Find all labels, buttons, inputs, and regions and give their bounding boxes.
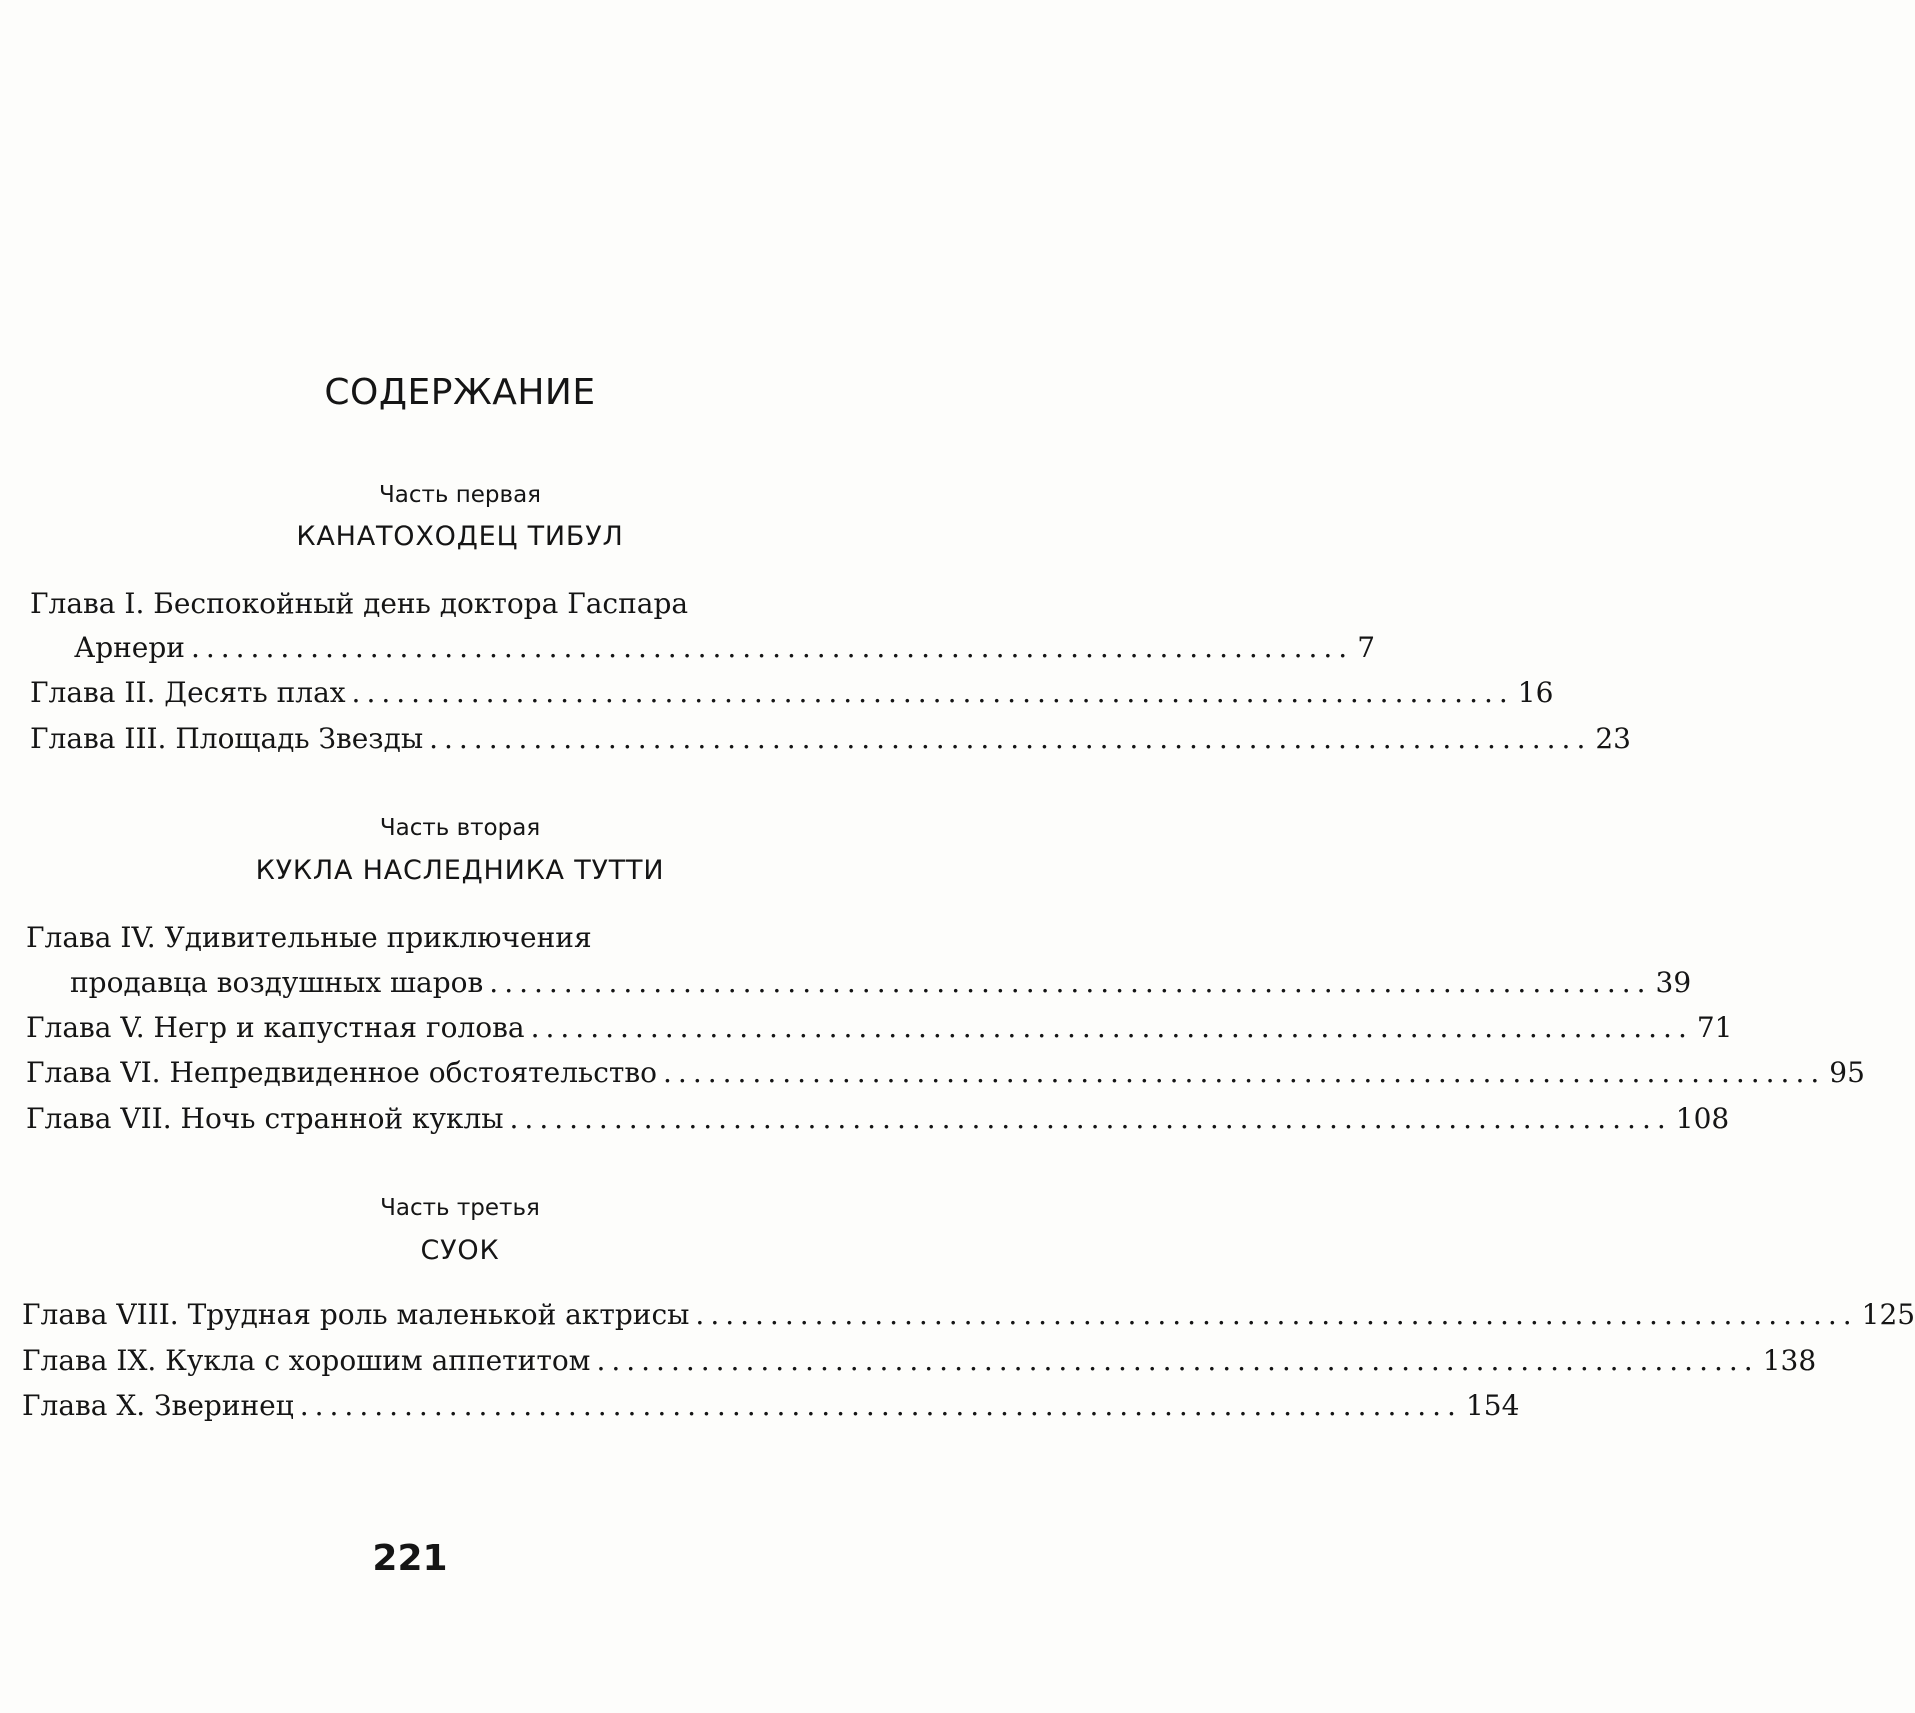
toc-entry-title: Глава IX. Кукла с хорошим аппетитом xyxy=(22,1344,591,1377)
toc-entry[interactable] xyxy=(22,1298,1915,1336)
toc-page-number: 125 xyxy=(1861,1298,1915,1331)
toc-entry[interactable] xyxy=(26,1056,1865,1094)
part-title: КУКЛА НАСЛЕДНИКА ТУТТИ xyxy=(255,855,665,886)
toc-entry-line1: Глава I. Беспокойный день доктора Гаспара xyxy=(30,587,689,620)
toc-entry-title: Глава II. Десять плах xyxy=(30,676,346,709)
part-label: Часть вторая xyxy=(379,815,541,841)
toc-entry-title: Глава VIII. Трудная роль маленькой актрисы xyxy=(22,1298,690,1331)
dot-leader: .............................................................................. xyxy=(489,966,1652,999)
toc-entry-line1: Глава IV. Удивительные приключения xyxy=(26,921,592,954)
toc-entry[interactable] xyxy=(26,1102,1730,1140)
toc-page-number: 16 xyxy=(1517,676,1554,709)
page-title: СОДЕРЖАНИЕ xyxy=(324,372,596,413)
part-label: Часть третья xyxy=(380,1195,540,1221)
toc-entry[interactable] xyxy=(22,1389,1520,1427)
part-title: СУОК xyxy=(420,1235,500,1266)
toc-page-number: 71 xyxy=(1696,1011,1733,1044)
toc-page-number: 108 xyxy=(1675,1102,1730,1135)
part-label: Часть первая xyxy=(378,482,542,508)
toc-entry-title: Глава VII. Ночь странной куклы xyxy=(26,1102,504,1135)
toc-entry-title: Глава V. Негр и капустная голова xyxy=(26,1011,525,1044)
toc-entry[interactable] xyxy=(22,1344,1817,1382)
dot-leader: .............................................................................. xyxy=(429,722,1592,755)
dot-leader: .............................................................................. xyxy=(695,1298,1858,1331)
toc-entry[interactable] xyxy=(70,966,1692,1004)
toc-entry[interactable] xyxy=(30,722,1631,760)
toc-entry-title: Глава X. Зверинец xyxy=(22,1389,294,1422)
dot-leader: .............................................................................. xyxy=(190,631,1354,664)
toc-entry[interactable] xyxy=(74,631,1376,669)
toc-entry[interactable] xyxy=(30,676,1554,714)
dot-leader: .............................................................................. xyxy=(596,1344,1759,1377)
toc-entry[interactable] xyxy=(26,1011,1733,1049)
dot-leader: .............................................................................. xyxy=(530,1011,1693,1044)
toc-page-number: 95 xyxy=(1829,1056,1865,1089)
toc-entry-title: продавца воздушных шаров xyxy=(70,966,484,999)
toc-entry-title: Глава VI. Непредвиденное обстоятельство xyxy=(26,1056,658,1089)
toc-page-number: 154 xyxy=(1465,1389,1520,1422)
page-number: 221 xyxy=(372,1538,448,1579)
toc-entry-title: Арнери xyxy=(74,631,185,664)
dot-leader: .............................................................................. xyxy=(299,1389,1462,1422)
toc-entry-title: Глава III. Площадь Звезды xyxy=(30,722,424,755)
dot-leader: .............................................................................. xyxy=(509,1102,1672,1135)
dot-leader: .............................................................................. xyxy=(351,676,1514,709)
part-title: КАНАТОХОДЕЦ ТИБУЛ xyxy=(296,521,624,552)
toc-page-number: 7 xyxy=(1357,631,1376,664)
toc-page-number: 138 xyxy=(1762,1344,1817,1377)
dot-leader: .............................................................................. xyxy=(663,1056,1826,1089)
toc-page-number: 23 xyxy=(1595,722,1631,755)
toc-page-number: 39 xyxy=(1655,966,1692,999)
